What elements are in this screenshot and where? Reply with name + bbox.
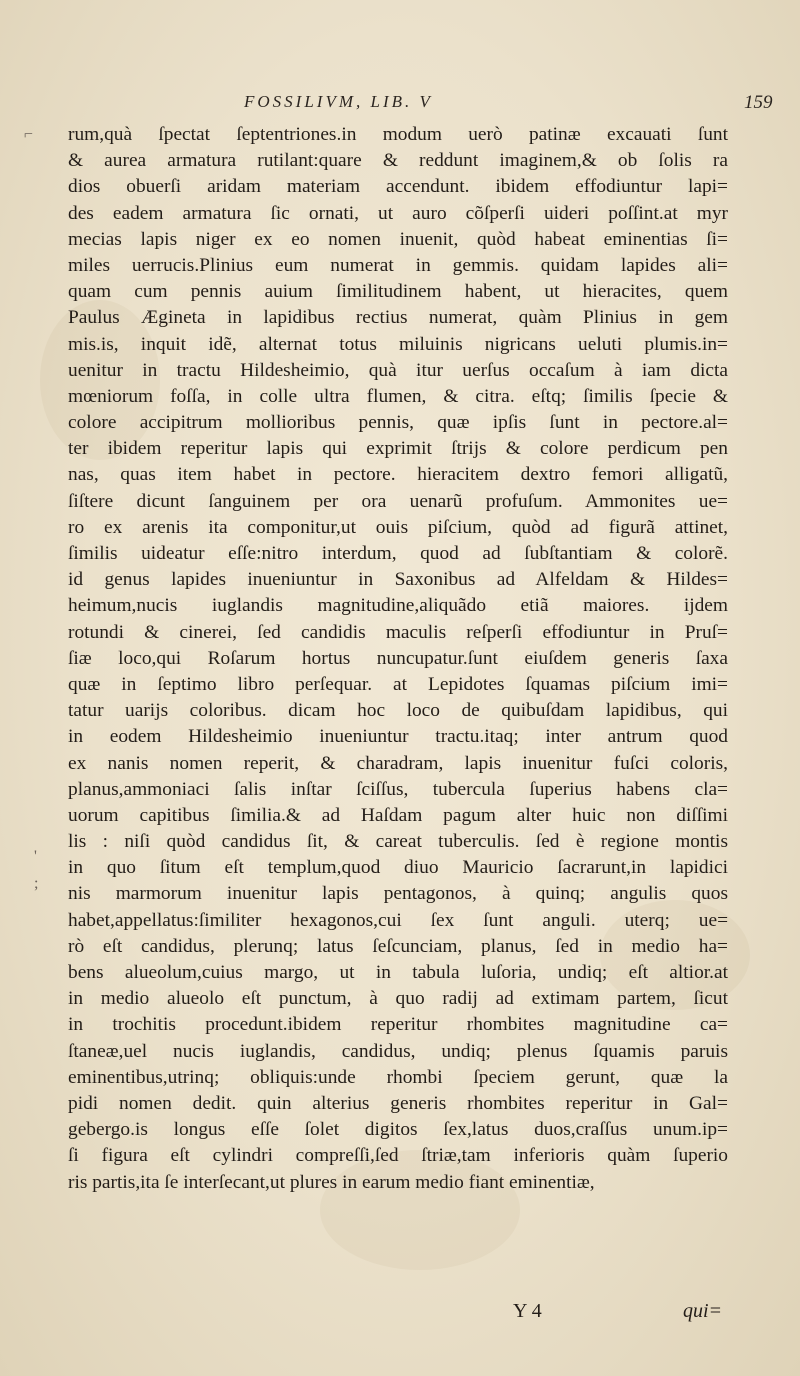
signature-mark: Y 4 <box>513 1300 542 1322</box>
text-line: dios obuerſi aridam materiam accendunt. ibidem effodiuntur lapi= <box>68 176 728 198</box>
text-line: ris partis,ita ſe interſecant,ut plures in earum medio fiant eminentiæ, <box>68 1171 595 1193</box>
margin-mark: ⌐ <box>24 126 34 143</box>
text-line: mis.is, inquit idẽ, alternat totus miluinis nigricans ueluti plumis.in= <box>68 333 728 355</box>
text-line: bens alueolum,cuius margo, ut in tabula luſoria, undiq; eſt altior.at <box>68 962 728 983</box>
text-line: ſimilis uideatur eſſe:nitro interdum, quod ad ſubſtantiam & colorẽ. <box>68 543 728 564</box>
text-line: in quo ſitum eſt templum,quod diuo Mauricio ſacrarunt,in lapidici <box>68 857 728 879</box>
text-line: nis marmorum inuenitur lapis pentagonos, à quinq; angulis quos <box>68 883 728 905</box>
text-line: pidi nomen dedit. quin alterius generis rhombites reperitur in Gal= <box>68 1092 728 1114</box>
text-line: rò eſt candidus, plerunq; latus ſeſcunciam, planus, ſed in medio ha= <box>68 935 728 957</box>
page-number: 159 <box>744 92 773 113</box>
catchword: qui= <box>683 1300 723 1322</box>
text-line: id genus lapides inueniuntur in Saxonibus ad Alfeldam & Hildes= <box>68 569 728 591</box>
body-text <box>68 122 728 1196</box>
text-line: in eodem Hildesheimio inueniuntur tractu.itaq; inter antrum quod <box>68 726 728 748</box>
text-line: planus,ammoniaci ſalis inſtar ſciſſus, tubercula ſuperius habens cla= <box>68 778 728 800</box>
text-line: quam cum pennis auium ſimilitudinem habent, ut hieracites, quem <box>68 281 728 303</box>
text-line: des eadem armatura ſic ornati, ut auro cõſperſi uideri poſſint.at myr <box>68 202 728 224</box>
text-line: in trochitis procedunt.ibidem reperitur rhombites magnitudine ca= <box>68 1014 728 1036</box>
text-line: rum,quà ſpectat ſeptentriones.in modum uerò patinæ excauati ſunt <box>68 124 728 145</box>
text-line: ter ibidem reperitur lapis qui exprimit ſtrijs & colore perdicum pen <box>68 438 728 460</box>
margin-mark: ' <box>34 848 37 865</box>
text-line: colore accipitrum mollioribus pennis, quæ ipſis ſunt in pectore.al= <box>68 412 728 434</box>
text-line: nas, quas item habet in pectore. hieracitem dextro femori alligatũ, <box>68 464 728 486</box>
running-title: FOSSILIVM, LIB. V <box>244 92 433 111</box>
text-line: ſtaneæ,uel nucis iuglandis, candidus, undiq; plenus ſquamis paruis <box>68 1040 728 1062</box>
text-line: ex nanis nomen reperit, & charadram, lapis inuenitur fuſci coloris, <box>68 752 728 774</box>
text-line: tatur uarijs coloribus. dicam hoc loco de quibuſdam lapidibus, qui <box>68 700 728 722</box>
text-line: gebergo.is longus eſſe ſolet digitos ſex,latus duos,craſſus unum.ip= <box>68 1119 728 1141</box>
text-line: Paulus Ægineta in lapidibus rectius numerat, quàm Plinius in gem <box>68 307 728 329</box>
text-line: in medio alueolo eſt punctum, à quo radij ad extimam partem, ſicut <box>68 988 728 1010</box>
text-line: miles uerrucis.Plinius eum numerat in gemmis. quidam lapides ali= <box>68 254 728 276</box>
text-line: heimum,nucis iuglandis magnitudine,aliquãdo etiã maiores. ijdem <box>68 595 728 617</box>
text-line: eminentibus,utrinq; obliquis:unde rhombi ſpeciem gerunt, quæ la <box>68 1066 728 1088</box>
page-header <box>0 92 800 122</box>
text-line: uenitur in tractu Hildesheimio, quà itur uerſus occaſum à iam dicta <box>68 359 728 381</box>
text-line: lis : niſi quòd candidus ſit, & careat tuberculis. ſed è regione montis <box>68 831 728 853</box>
page-footer <box>0 1300 800 1330</box>
margin-mark: ; <box>34 875 39 892</box>
text-line: mœniorum foſſa, in colle ultra flumen, & citra. eſtq; ſimilis ſpecie & <box>68 385 728 407</box>
text-line: rotundi & cinerei, ſed candidis maculis reſperſi effodiuntur in Pruſ= <box>68 621 728 643</box>
text-line: habet,appellatus:ſimiliter hexagonos,cui ſex ſunt anguli. uterq; ue= <box>68 909 728 931</box>
text-line: ſi figura eſt cylindri compreſſi,ſed ſtriæ,tam inferioris quàm ſuperio <box>68 1145 728 1167</box>
text-line: uorum capitibus ſimilia.& ad Haſdam pagum alter huic non diſſimi <box>68 804 728 826</box>
text-line: & aurea armatura rutilant:quare & reddunt imaginem,& ob ſolis ra <box>68 150 728 172</box>
text-line: ro ex arenis ita componitur,ut ouis piſcium, quòd ad figurã attinet, <box>68 516 728 538</box>
text-line: ſiæ loco,qui Roſarum hortus nuncupatur.ſunt eiuſdem generis ſaxa <box>68 647 728 669</box>
text-line: quæ in ſeptimo libro perſequar. at Lepidotes ſquamas piſcium imi= <box>68 673 728 695</box>
text-line: ſiſtere dicunt ſanguinem per ora uenarũ profuſum. Ammonites ue= <box>68 490 728 512</box>
text-line: mecias lapis niger ex eo nomen inuenit, quòd habeat eminentias ſi= <box>68 228 728 250</box>
